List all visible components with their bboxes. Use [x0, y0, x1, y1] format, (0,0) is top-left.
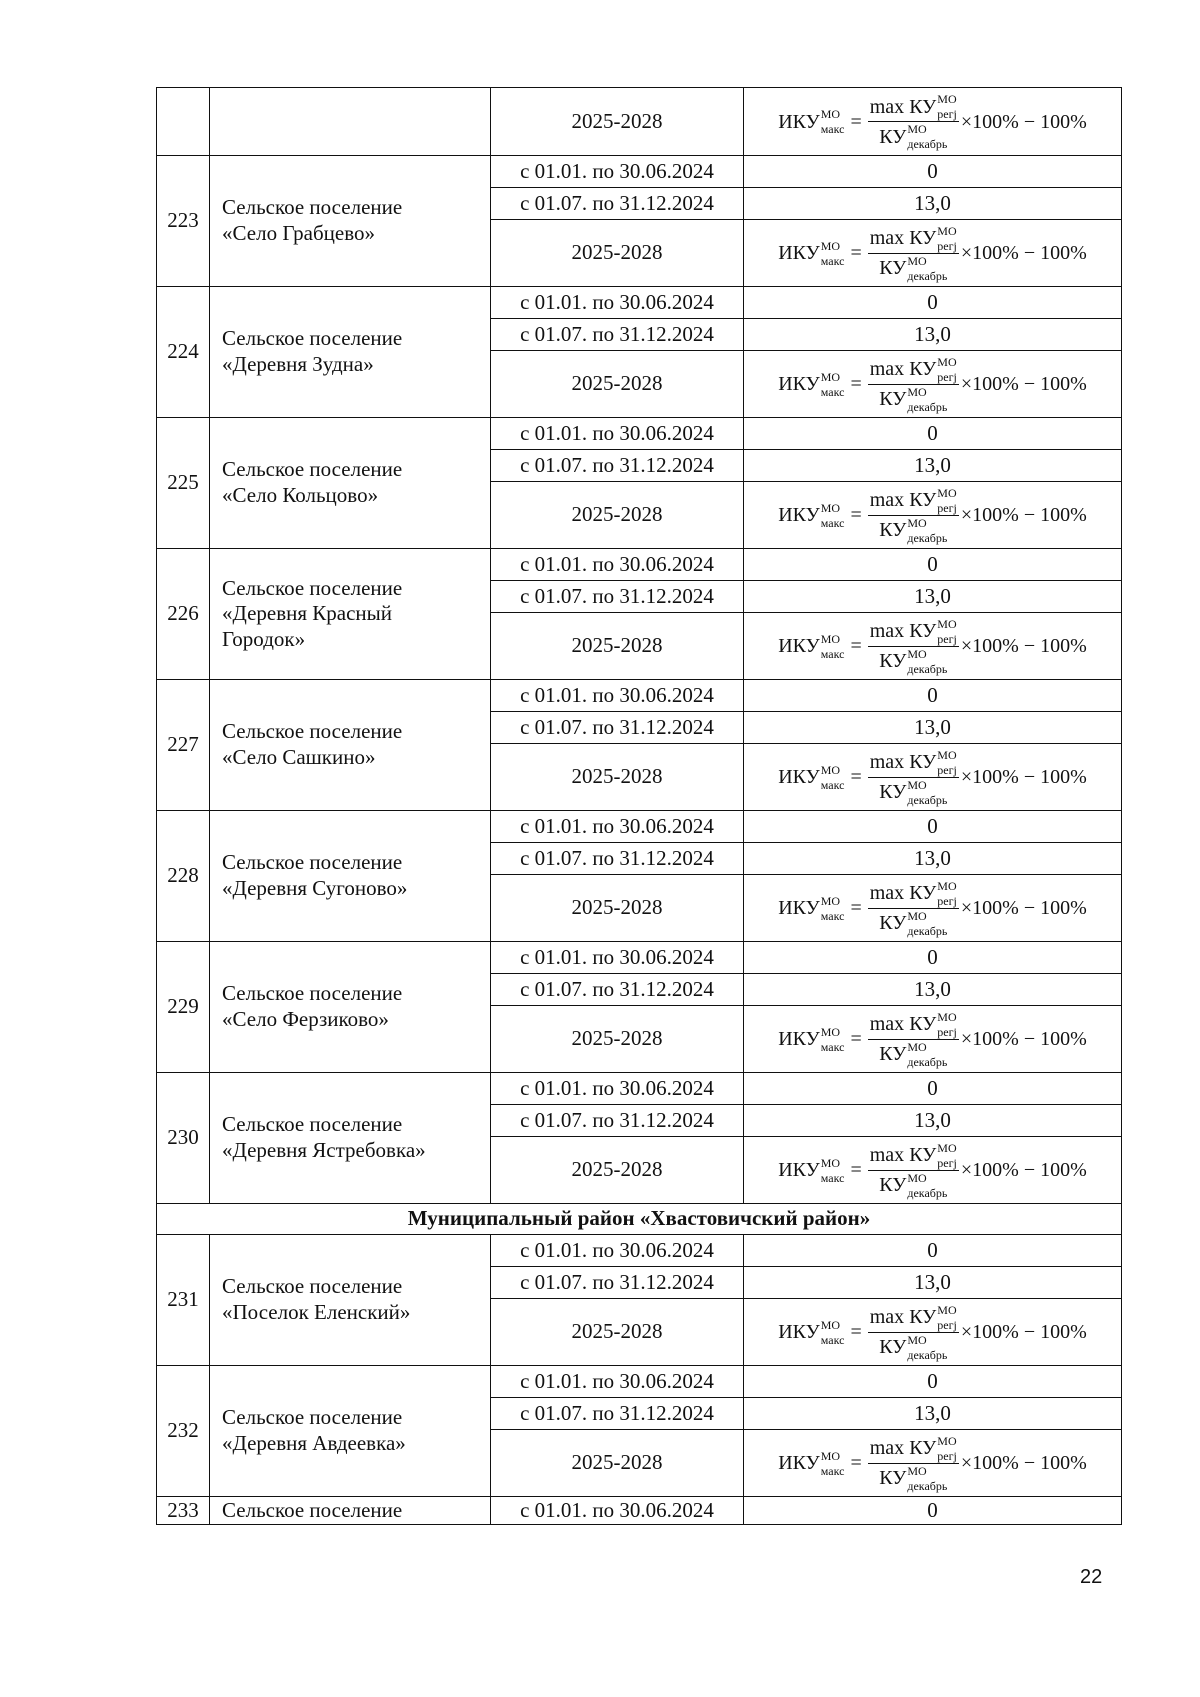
formula-lhs-sup: МО	[820, 238, 841, 253]
formula-den-sub: декабрь	[907, 1185, 948, 1200]
settlement-number: 227	[157, 680, 210, 811]
period-cell: 2025-2028	[491, 744, 744, 811]
formula-den-sub: декабрь	[907, 923, 948, 938]
formula-num-prefix: max	[869, 358, 905, 380]
formula-num-sub: регj	[937, 1024, 957, 1039]
name-cell	[210, 88, 491, 156]
formula-lhs-main: ИКУ	[778, 1452, 820, 1474]
formula-lhs-main: ИКУ	[778, 504, 820, 526]
value-cell: 0	[744, 680, 1122, 712]
period-cell: с 01.07. по 31.12.2024	[491, 188, 744, 220]
formula-num-prefix: max	[869, 1144, 905, 1166]
formula-num-main: КУ	[909, 1013, 937, 1035]
formula-tail: ×100% − 100%	[960, 1321, 1087, 1343]
settlement-number: 223	[157, 156, 210, 287]
formula-num-main: КУ	[909, 1437, 937, 1459]
formula-num-prefix: max	[869, 1306, 905, 1328]
period-cell: с 01.01. по 30.06.2024	[491, 156, 744, 188]
period-cell: с 01.07. по 31.12.2024	[491, 712, 744, 744]
formula-equals: =	[850, 373, 862, 395]
formula-equals: =	[850, 110, 862, 133]
formula-lhs-sub: макс	[820, 384, 845, 399]
formula-fraction	[868, 1435, 959, 1492]
settlement-name: Сельское поселение «Поселок Еленский»	[210, 1235, 491, 1366]
formula-num-sup: МО	[937, 878, 957, 893]
value-cell: 13,0	[744, 843, 1122, 875]
formula-lhs-main: ИКУ	[778, 242, 820, 264]
settlement-name: Сельское поселение «Деревня Авдеевка»	[210, 1366, 491, 1497]
period-cell: с 01.07. по 31.12.2024	[491, 843, 744, 875]
formula-cell	[744, 482, 1122, 549]
formula-fraction	[868, 1304, 959, 1361]
formula	[778, 1011, 1087, 1068]
value-cell: 13,0	[744, 319, 1122, 351]
formula-num-sup: МО	[937, 1140, 957, 1155]
formula-lhs-sub: макс	[820, 777, 845, 792]
period-cell: 2025-2028	[491, 482, 744, 549]
formula-den-sup: МО	[907, 777, 927, 792]
settlement-name: Сельское поселение «Деревня Сугоново»	[210, 811, 491, 942]
formula-equals: =	[850, 635, 862, 657]
formula-den-main: КУ	[879, 781, 907, 803]
formula-denominator	[879, 1333, 947, 1361]
formula-den-sub: декабрь	[907, 530, 948, 545]
table-row	[157, 287, 1122, 319]
formula-lhs-main: ИКУ	[778, 897, 820, 919]
table-row	[157, 88, 1122, 156]
settlement-name: Сельское поселение «Деревня Зудна»	[210, 287, 491, 418]
period-cell: 2025-2028	[491, 1006, 744, 1073]
formula-num-sup: МО	[937, 354, 957, 369]
formula-num-sup: МО	[937, 1009, 957, 1024]
formula-num-main: КУ	[909, 358, 937, 380]
formula-num-main: КУ	[909, 489, 937, 511]
formula-num-prefix: max	[869, 882, 905, 904]
formula	[778, 1142, 1087, 1199]
formula-den-sup: МО	[907, 646, 927, 661]
formula-cell	[744, 88, 1122, 156]
formula-lhs-sup: МО	[820, 1317, 841, 1332]
settlement-number: 228	[157, 811, 210, 942]
period-cell: с 01.01. по 30.06.2024	[491, 1497, 744, 1525]
formula-num-sup: МО	[937, 485, 957, 500]
value-cell: 0	[744, 156, 1122, 188]
period-cell: с 01.07. по 31.12.2024	[491, 319, 744, 351]
formula-num-sup: МО	[937, 616, 957, 631]
period-cell: с 01.01. по 30.06.2024	[491, 942, 744, 974]
formula	[778, 880, 1087, 937]
formula-den-sub: декабрь	[907, 399, 948, 414]
formula-lhs-sub: макс	[820, 1463, 845, 1478]
value-cell: 0	[744, 942, 1122, 974]
formula-num-main: КУ	[909, 95, 937, 118]
formula-numerator	[868, 880, 959, 909]
value-cell: 0	[744, 1366, 1122, 1398]
formula-numerator	[868, 618, 959, 647]
period-cell: с 01.07. по 31.12.2024	[491, 1398, 744, 1430]
formula-cell	[744, 1006, 1122, 1073]
formula-cell	[744, 1299, 1122, 1366]
formula-denominator	[879, 647, 947, 675]
value-cell: 13,0	[744, 1105, 1122, 1137]
formula-equals: =	[850, 1028, 862, 1050]
formula-den-sup: МО	[907, 908, 927, 923]
formula-num-main: КУ	[909, 882, 937, 904]
formula-den-sub: декабрь	[907, 137, 948, 151]
formula	[778, 749, 1087, 806]
formula-denominator	[879, 1464, 947, 1492]
formula	[778, 225, 1087, 282]
formula-num-sup: МО	[937, 1302, 957, 1317]
formula-numerator	[868, 749, 959, 778]
formula-num-sup: МО	[937, 1433, 957, 1448]
formula-fraction	[868, 356, 959, 413]
settlement-name: Сельское поселение «Село Грабцево»	[210, 156, 491, 287]
formula-fraction	[868, 487, 959, 544]
formula-lhs-sup: МО	[820, 631, 841, 646]
formula-equals: =	[850, 242, 862, 264]
formula	[778, 93, 1087, 150]
formula-num-main: КУ	[909, 227, 937, 249]
formula-num-sub: регj	[937, 762, 957, 777]
formula-num-sub: регj	[937, 893, 957, 908]
formula-lhs-main: ИКУ	[778, 373, 820, 395]
formula-num-sub: регj	[937, 238, 957, 253]
settlement-number: 233	[157, 1497, 210, 1525]
formula-num-prefix: max	[869, 751, 905, 773]
formula-fraction	[868, 225, 959, 282]
formula-den-sup: МО	[907, 1332, 927, 1347]
formula-den-main: КУ	[879, 912, 907, 934]
formula-tail: ×100% − 100%	[960, 373, 1087, 395]
period-cell: с 01.01. по 30.06.2024	[491, 680, 744, 712]
formula-lhs-main: ИКУ	[778, 635, 820, 657]
formula-numerator	[868, 487, 959, 516]
formula-tail: ×100% − 100%	[960, 1452, 1087, 1474]
formula-denominator	[879, 1171, 947, 1199]
formula-num-main: КУ	[909, 620, 937, 642]
number-cell	[157, 88, 210, 156]
period-cell: с 01.01. по 30.06.2024	[491, 549, 744, 581]
formula-den-main: КУ	[879, 257, 907, 279]
formula-lhs-sub: макс	[820, 122, 845, 136]
table-row	[157, 680, 1122, 712]
formula-lhs-sub: макс	[820, 1170, 845, 1185]
formula-equals: =	[850, 1159, 862, 1181]
value-cell: 0	[744, 287, 1122, 319]
formula-numerator	[868, 356, 959, 385]
period-cell: 2025-2028	[491, 351, 744, 418]
formula-lhs-sup: МО	[820, 1448, 841, 1463]
table-row	[157, 811, 1122, 843]
formula-cell	[744, 1430, 1122, 1497]
formula-cell	[744, 1137, 1122, 1204]
formula-num-prefix: max	[869, 95, 905, 118]
formula	[778, 1304, 1087, 1361]
formula-fraction	[868, 1011, 959, 1068]
period-cell: 2025-2028	[491, 88, 744, 156]
formula-tail: ×100% − 100%	[960, 504, 1087, 526]
formula-den-sup: МО	[907, 515, 927, 530]
formula-den-main: КУ	[879, 1336, 907, 1358]
formula-num-sub: регj	[937, 107, 957, 121]
formula-denominator	[879, 385, 947, 413]
formula-numerator	[868, 225, 959, 254]
formula-num-prefix: max	[869, 227, 905, 249]
formula-lhs-sup: МО	[820, 500, 841, 515]
value-cell: 13,0	[744, 1267, 1122, 1299]
period-cell: с 01.01. по 30.06.2024	[491, 811, 744, 843]
period-cell: 2025-2028	[491, 220, 744, 287]
formula-fraction	[868, 618, 959, 675]
formula-num-sub: регj	[937, 631, 957, 646]
formula-numerator	[868, 1142, 959, 1171]
formula-num-prefix: max	[869, 1013, 905, 1035]
formula-num-main: КУ	[909, 1144, 937, 1166]
formula-den-sub: декабрь	[907, 268, 948, 283]
formula-den-sup: МО	[907, 1170, 927, 1185]
formula-den-sub: декабрь	[907, 1347, 948, 1362]
period-cell: 2025-2028	[491, 875, 744, 942]
formula-den-main: КУ	[879, 1043, 907, 1065]
table-row	[157, 1235, 1122, 1267]
formula-den-sup: МО	[907, 122, 927, 136]
formula-num-sub: регj	[937, 500, 957, 515]
settlement-name: Сельское поселение «Деревня Ястребовка»	[210, 1073, 491, 1204]
formula-numerator	[868, 1011, 959, 1040]
settlement-name: Сельское поселение «Село Кольцово»	[210, 418, 491, 549]
formula-lhs-sub: макс	[820, 908, 845, 923]
formula-tail: ×100% − 100%	[960, 766, 1087, 788]
formula-den-sup: МО	[907, 1039, 927, 1054]
formula-num-prefix: max	[869, 620, 905, 642]
formula-lhs-main: ИКУ	[778, 1028, 820, 1050]
settlement-number: 230	[157, 1073, 210, 1204]
formula-num-sub: регj	[937, 369, 957, 384]
formula-num-sup: МО	[937, 747, 957, 762]
value-cell: 13,0	[744, 581, 1122, 613]
formula-den-sub: декабрь	[907, 661, 948, 676]
value-cell: 13,0	[744, 712, 1122, 744]
formula-lhs-main: ИКУ	[778, 766, 820, 788]
settlement-name: Сельское поселение	[210, 1497, 491, 1525]
value-cell: 0	[744, 1235, 1122, 1267]
formula-num-main: КУ	[909, 751, 937, 773]
table-row	[157, 942, 1122, 974]
formula-num-sub: регj	[937, 1317, 957, 1332]
formula-num-sup: МО	[937, 223, 957, 238]
formula-lhs-main: ИКУ	[778, 1321, 820, 1343]
formula-equals: =	[850, 1452, 862, 1474]
formula-lhs-sub: макс	[820, 253, 845, 268]
value-cell: 13,0	[744, 188, 1122, 220]
formula-denominator	[879, 778, 947, 806]
value-cell: 0	[744, 1497, 1122, 1525]
period-cell: с 01.07. по 31.12.2024	[491, 974, 744, 1006]
formula-denominator	[879, 122, 947, 150]
formula-numerator	[868, 1435, 959, 1464]
formula-denominator	[879, 909, 947, 937]
district-row	[157, 1204, 1122, 1235]
formula-den-main: КУ	[879, 388, 907, 410]
settlement-name: Сельское поселение «Село Сашкино»	[210, 680, 491, 811]
formula-num-sup: МО	[937, 92, 957, 106]
formula-tail: ×100% − 100%	[960, 110, 1087, 133]
formula-lhs-sub: макс	[820, 1039, 845, 1054]
settlement-number: 226	[157, 549, 210, 680]
period-cell: 2025-2028	[491, 1299, 744, 1366]
formula-tail: ×100% − 100%	[960, 635, 1087, 657]
formula-denominator	[879, 1040, 947, 1068]
formula-den-main: КУ	[879, 1467, 907, 1489]
period-cell: с 01.07. по 31.12.2024	[491, 450, 744, 482]
formula-den-sub: декабрь	[907, 1478, 948, 1493]
table-row	[157, 418, 1122, 450]
formula-lhs-main: ИКУ	[778, 1159, 820, 1181]
page-number: 22	[1080, 1566, 1103, 1588]
period-cell: с 01.01. по 30.06.2024	[491, 1366, 744, 1398]
table-row	[157, 1366, 1122, 1398]
formula-lhs-sup: МО	[820, 369, 841, 384]
settlement-number: 231	[157, 1235, 210, 1366]
settlement-number: 225	[157, 418, 210, 549]
formula-lhs-sup: МО	[820, 762, 841, 777]
formula-den-main: КУ	[879, 650, 907, 672]
formula-den-main: КУ	[879, 125, 907, 148]
formula-lhs-sub: макс	[820, 646, 845, 661]
formula-cell	[744, 613, 1122, 680]
formula-denominator	[879, 254, 947, 282]
value-cell: 0	[744, 549, 1122, 581]
formula-den-main: КУ	[879, 1174, 907, 1196]
formula-equals: =	[850, 766, 862, 788]
formula-equals: =	[850, 504, 862, 526]
formula-den-sup: МО	[907, 384, 927, 399]
period-cell: 2025-2028	[491, 613, 744, 680]
formula-lhs-sup: МО	[820, 1024, 841, 1039]
formula-numerator	[868, 93, 959, 122]
formula-tail: ×100% − 100%	[960, 242, 1087, 264]
table-row	[157, 549, 1122, 581]
formula-numerator	[868, 1304, 959, 1333]
formula-num-prefix: max	[869, 1437, 905, 1459]
period-cell: с 01.01. по 30.06.2024	[491, 418, 744, 450]
table-row	[157, 1497, 1122, 1525]
formula-num-prefix: max	[869, 489, 905, 511]
value-cell: 13,0	[744, 450, 1122, 482]
value-cell: 13,0	[744, 974, 1122, 1006]
formula-den-sub: декабрь	[907, 792, 948, 807]
formula	[778, 1435, 1087, 1492]
settlement-number: 229	[157, 942, 210, 1073]
settlement-name: Сельское поселение «Деревня Красный Городок»	[210, 549, 491, 680]
formula-lhs-sub: макс	[820, 515, 845, 530]
period-cell: 2025-2028	[491, 1430, 744, 1497]
formula-lhs-sup: МО	[820, 893, 841, 908]
period-cell: 2025-2028	[491, 1137, 744, 1204]
formula-tail: ×100% − 100%	[960, 897, 1087, 919]
formula-num-sub: регj	[937, 1155, 957, 1170]
period-cell: с 01.01. по 30.06.2024	[491, 1073, 744, 1105]
formula-num-main: КУ	[909, 1306, 937, 1328]
district-heading: Муниципальный район «Хвастовичский район»	[157, 1204, 1122, 1235]
formula-lhs-sub: макс	[820, 1332, 845, 1347]
period-cell: с 01.01. по 30.06.2024	[491, 1235, 744, 1267]
formula-equals: =	[850, 897, 862, 919]
formula-lhs-sup: МО	[820, 1155, 841, 1170]
value-cell: 0	[744, 1073, 1122, 1105]
table-row	[157, 156, 1122, 188]
formula-fraction	[868, 880, 959, 937]
settlement-name: Сельское поселение «Село Ферзиково»	[210, 942, 491, 1073]
period-cell: с 01.07. по 31.12.2024	[491, 1105, 744, 1137]
formula-num-sub: регj	[937, 1448, 957, 1463]
formula-fraction	[868, 749, 959, 806]
formula-tail: ×100% − 100%	[960, 1028, 1087, 1050]
formula-cell	[744, 351, 1122, 418]
period-cell: с 01.07. по 31.12.2024	[491, 1267, 744, 1299]
formula-den-main: КУ	[879, 519, 907, 541]
formula-den-sup: МО	[907, 253, 927, 268]
formula-lhs-sup: МО	[820, 107, 841, 121]
settlement-number: 232	[157, 1366, 210, 1497]
formula-cell	[744, 220, 1122, 287]
tariff-index-table	[156, 87, 1122, 1525]
value-cell: 13,0	[744, 1398, 1122, 1430]
formula-tail: ×100% − 100%	[960, 1159, 1087, 1181]
formula-cell	[744, 744, 1122, 811]
formula-den-sup: МО	[907, 1463, 927, 1478]
formula	[778, 487, 1087, 544]
formula-lhs-main: ИКУ	[778, 110, 820, 133]
period-cell: с 01.07. по 31.12.2024	[491, 581, 744, 613]
table-row	[157, 1073, 1122, 1105]
value-cell: 0	[744, 418, 1122, 450]
settlement-number: 224	[157, 287, 210, 418]
value-cell: 0	[744, 811, 1122, 843]
formula-den-sub: декабрь	[907, 1054, 948, 1069]
formula-denominator	[879, 516, 947, 544]
period-cell: с 01.01. по 30.06.2024	[491, 287, 744, 319]
formula	[778, 618, 1087, 675]
formula-fraction	[868, 1142, 959, 1199]
formula	[778, 356, 1087, 413]
formula-equals: =	[850, 1321, 862, 1343]
formula-fraction	[868, 93, 959, 150]
formula-cell	[744, 875, 1122, 942]
